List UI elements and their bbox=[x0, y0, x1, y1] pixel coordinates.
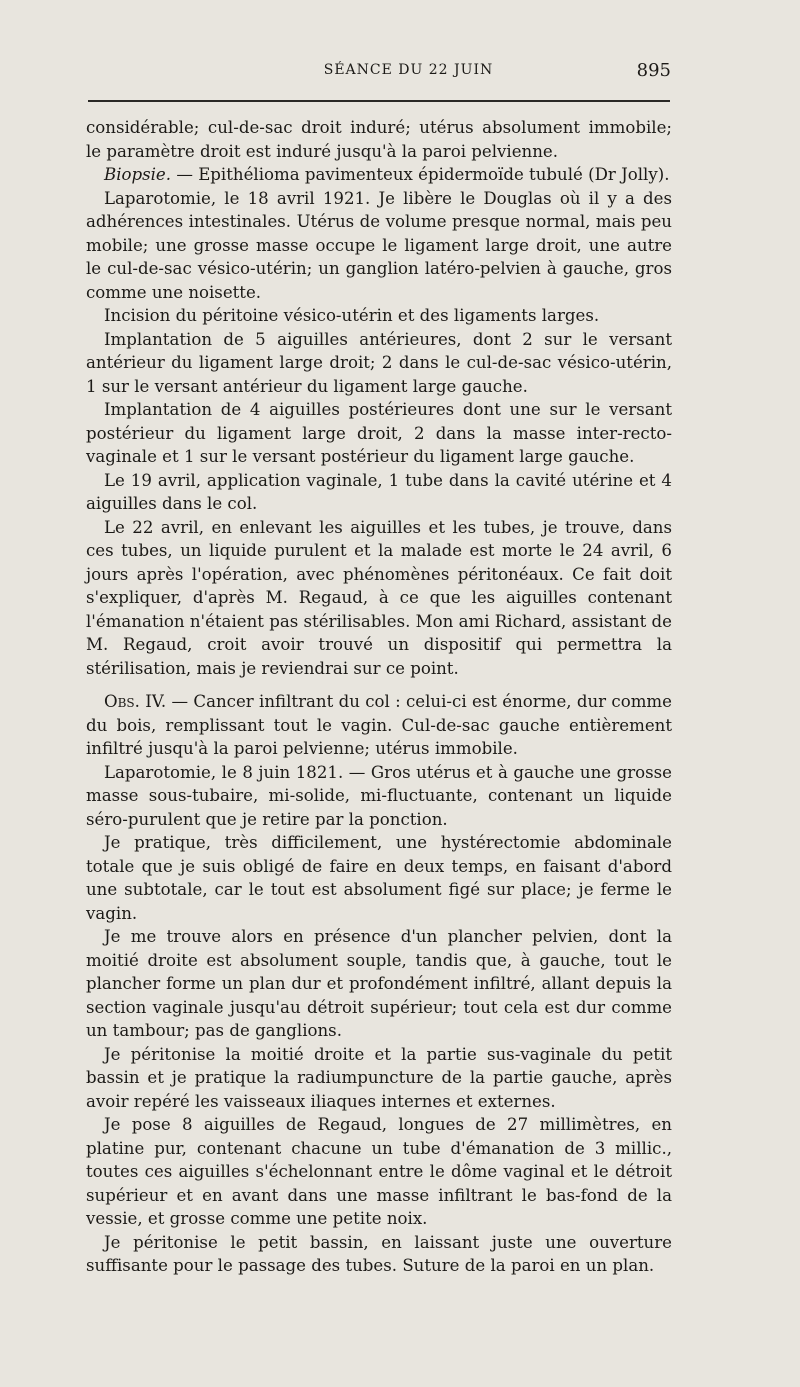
paragraph: Le 22 avril, en enlevant les aiguilles et les tubes, je trouve, dans ces tubes, un liquide purulent et la malade est morte le 24 avril, 6 jours après l'opération, avec phénomènes péritonéaux. Ce fait doit s'expliquer, d'après M. Regaud, à ce que les aiguilles contenant l'émanation n'étaient pas stérilisables. Mon ami Richard, assistant de M. Regaud, croit avoir trouvé un dispositif qui permettra la stérilisation, mais je reviendrai sur ce point. bbox=[86, 517, 672, 678]
body-text bbox=[86, 116, 672, 1278]
paragraph: Laparotomie, le 8 juin 1821. — Gros utérus et à gauche une grosse masse sous-tubaire, mi-solide, mi-fluctuante, contenant un liquide séro-purulent que je retire par la ponction. bbox=[86, 762, 672, 829]
paragraph: Le 19 avril, application vaginale, 1 tube dans la cavité utérine et 4 aiguilles dans le col. bbox=[86, 470, 672, 513]
paragraph: Implantation de 5 aiguilles antérieures, dont 2 sur le versant antérieur du ligament large droit; 2 dans le cul-de-sac vésico-utérin, 1 sur le versant antérieur du ligament large gauche. bbox=[86, 329, 672, 396]
observation-label: Obs. IV. bbox=[104, 692, 167, 711]
running-head bbox=[86, 62, 671, 86]
paragraph: Je pose 8 aiguilles de Regaud, longues de 27 millimètres, en platine pur, contenant chacune un tube d'émanation de 3 millic., toutes ces aiguilles s'échelonnant entre le dôme vaginal et le détroit supérieur et en avant dans une masse infiltrant le bas-fond de la vessie, et grosse comme une petite noix. bbox=[86, 1115, 672, 1228]
header-title: SÉANCE DU 22 JUIN bbox=[323, 62, 494, 78]
header-rule bbox=[88, 100, 670, 102]
biopsie-label: Biopsie. bbox=[104, 165, 172, 184]
paragraph: Laparotomie, le 18 avril 1921. Je libère le Douglas où il y a des adhérences intestinales. Utérus de volume presque normal, mais peu mobile; une grosse masse occupe le ligament large droit, une autre le cul-de-sac vésico-utérin; un ganglion latéro-pelvien à gauche, gros comme une noisette. bbox=[86, 188, 672, 302]
paragraph: Je me trouve alors en présence d'un plancher pelvien, dont la moitié droite est absolument souple, tandis que, à gauche, tout le plancher forme un plan dur et profondément infiltré, allant depuis la section vaginale jusqu'au détroit supérieur; tout cela est dur comme un tambour; pas de ganglions. bbox=[86, 927, 672, 1040]
paragraph: Je péritonise la moitié droite et la partie sus-vaginale du petit bassin et je pratique la radiumpuncture de la partie gauche, après avoir repéré les vaisseaux iliaques internes et externes. bbox=[86, 1044, 672, 1111]
paragraph: considérable; cul-de-sac droit induré; utérus absolument immobile; le paramètre droit est induré jusqu'à la paroi pelvienne. bbox=[86, 118, 672, 161]
paragraph: Incision du péritoine vésico-utérin et des ligaments larges. bbox=[104, 306, 600, 325]
paragraph: Obs. IV. — Cancer infiltrant du col : celui-ci est énorme, dur comme du bois, remplissant tout le vagin. Cul-de-sac gauche entièrement infiltré jusqu'à la paroi pelvienne; utérus immobile. bbox=[86, 692, 672, 758]
page-number: 895 bbox=[636, 60, 671, 81]
paragraph: Je pratique, très difficilement, une hystérectomie abdominale totale que je suis obligé de faire en deux temps, en faisant d'abord une subtotale, car le tout est absolument figé sur place; je ferme le vagin. bbox=[86, 833, 672, 923]
paragraph: Implantation de 4 aiguilles postérieures dont une sur le versant postérieur du ligament large droit, 2 dans la masse inter-recto-vaginale et 1 sur le versant postérieur du ligament large gauche. bbox=[86, 400, 672, 466]
paragraph: Biopsie. — Epithélioma pavimenteux épidermoïde tubulé (Dr Jolly). bbox=[104, 165, 670, 184]
paragraph: Je péritonise le petit bassin, en laissant juste une ouverture suffisante pour le passage des tubes. Suture de la paroi en un plan. bbox=[86, 1232, 672, 1275]
